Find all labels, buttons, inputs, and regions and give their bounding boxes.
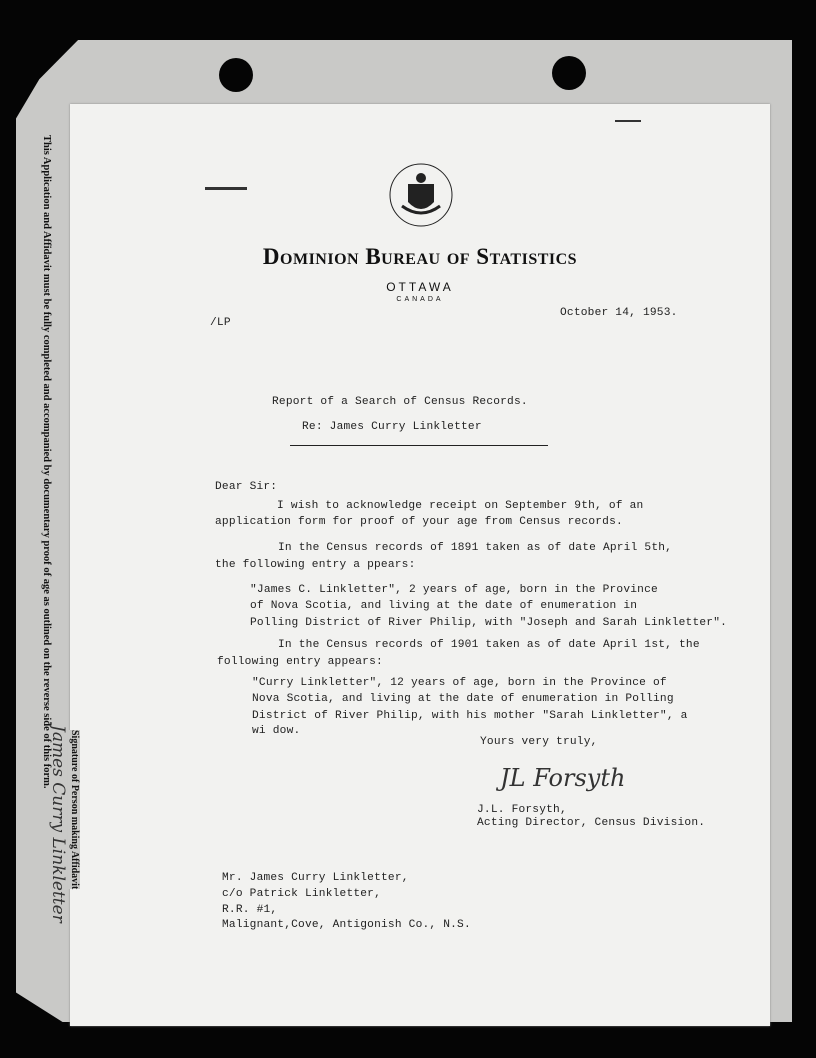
divider xyxy=(290,445,548,446)
punch-hole xyxy=(552,56,586,90)
census-entry-1891: Polling District of River Philip, with "Joseph and Sarah Linkletter". xyxy=(250,617,728,629)
letter-page xyxy=(70,104,770,1026)
subject-line: Report of a Search of Census Records. xyxy=(272,396,528,408)
signature-caption: Signature of Person making Affidavit xyxy=(69,730,80,890)
census-entry-1891: of Nova Scotia, and living at the date of enumeration in xyxy=(250,600,638,612)
letter-date: October 14, 1953. xyxy=(560,307,678,319)
paper-clip-mark xyxy=(205,187,247,190)
coat-of-arms-seal-icon xyxy=(388,162,454,228)
census-entry-1901: wi dow. xyxy=(252,725,301,737)
form-instruction: This Application and Affidavit must be fully completed and accompanied by documentary proof of age as outlined on the reverse side of this form. xyxy=(41,135,52,789)
reference-code: /LP xyxy=(210,317,231,329)
handwritten-signature: JL Forsyth xyxy=(500,764,626,792)
body-line: the following entry a ppears: xyxy=(215,559,416,571)
salutation: Dear Sir: xyxy=(215,481,278,493)
applicant-signature: James Curry Linkletter xyxy=(48,725,68,923)
body-line: I wish to acknowledge receipt on September 9th, of an xyxy=(277,500,644,512)
paper-clip-mark xyxy=(615,120,641,122)
signatory-title: Acting Director, Census Division. xyxy=(477,817,706,829)
signatory-name: J.L. Forsyth, xyxy=(477,804,567,816)
body-line: In the Census records of 1901 taken as of date April 1st, the xyxy=(278,639,700,651)
body-line: following entry appears: xyxy=(217,656,383,668)
letterhead-title: Dominion Bureau of Statistics xyxy=(262,244,578,269)
census-entry-1901: District of River Philip, with his mother "Sarah Linkletter", a xyxy=(252,710,688,722)
address-line: c/o Patrick Linkletter, xyxy=(222,888,382,900)
body-line: application form for proof of your age from Census records. xyxy=(215,516,623,528)
address-line: R.R. #1, xyxy=(222,904,278,916)
letterhead-city: OTTAWA xyxy=(386,280,454,294)
letterhead-country: CANADA xyxy=(396,296,444,303)
census-entry-1901: "Curry Linkletter", 12 years of age, born in the Province of xyxy=(252,677,667,689)
census-entry-1901: Nova Scotia, and living at the date of enumeration in Polling xyxy=(252,693,674,705)
body-line: In the Census records of 1891 taken as of date April 5th, xyxy=(278,542,673,554)
closing: Yours very truly, xyxy=(480,736,598,748)
subject-re: Re: James Curry Linkletter xyxy=(302,421,482,433)
address-line: Mr. James Curry Linkletter, xyxy=(222,872,409,884)
census-entry-1891: "James C. Linkletter", 2 years of age, born in the Province xyxy=(250,584,658,596)
punch-hole xyxy=(219,58,253,92)
address-line: Malignant,Cove, Antigonish Co., N.S. xyxy=(222,919,471,931)
